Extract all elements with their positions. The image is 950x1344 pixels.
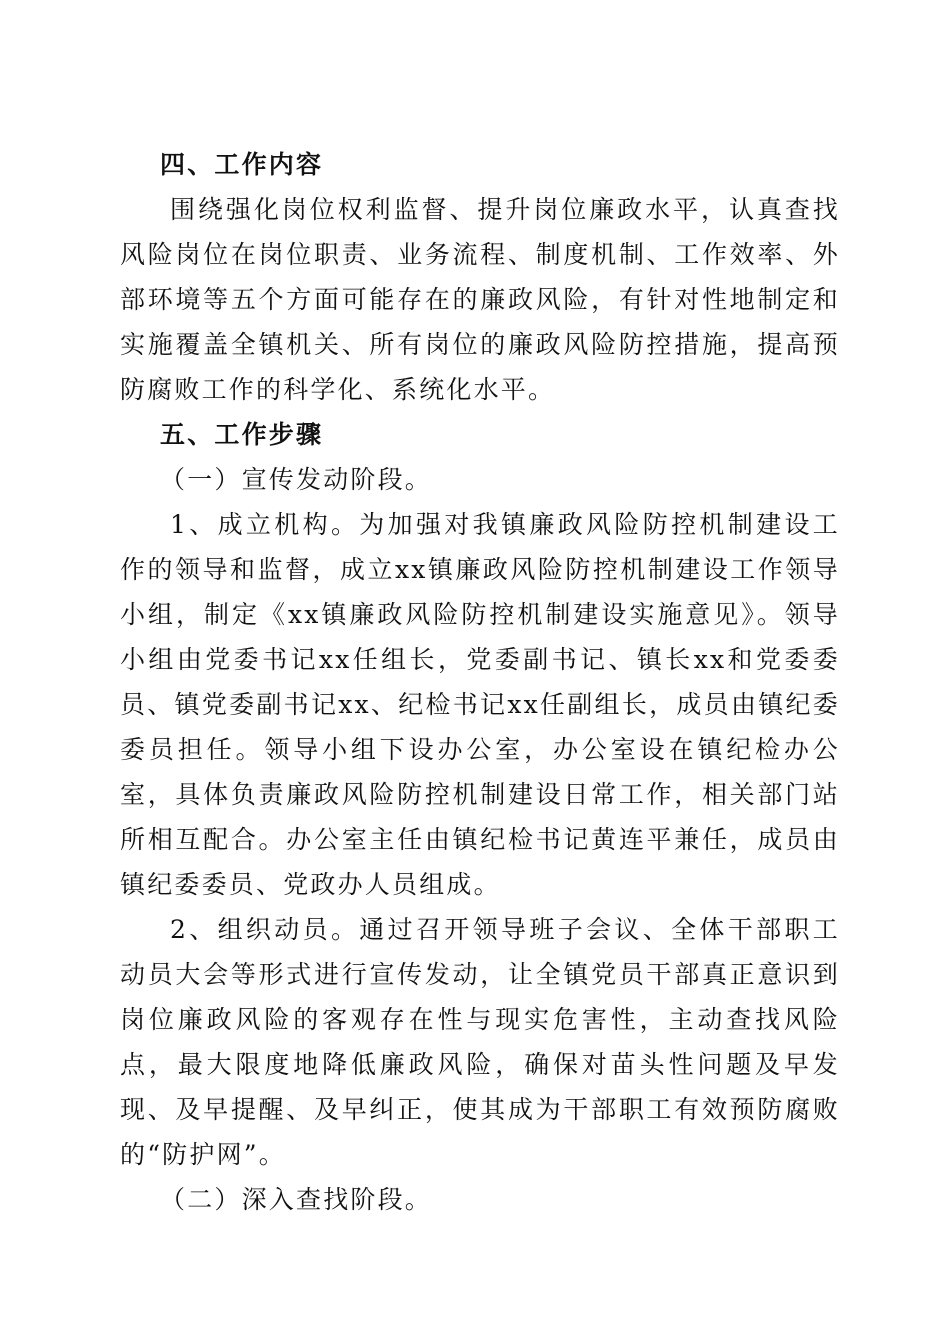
paragraph-mobilization: 2、组织动员。通过召开领导班子会议、全体干部职工动员大会等形式进行宣传发动，让全镇党员干部真正意识到岗位廉政风险的客观存在性与现实危害性，主动查找风险点，最大限度地降低廉政风险，确保对苗头性问题及早发现、及早提醒、及早纠正，使其成为干部职工有效预防腐败的“防护网”。 <box>120 915 840 1169</box>
section-heading-work-content: 四、工作内容 <box>160 150 324 179</box>
paragraph-work-content: 围绕强化岗位权利监督、提升岗位廉政水平，认真查找风险岗位在岗位职责、业务流程、制度机制、工作效率、外部环境等五个方面可能存在的廉政风险，有针对性地制定和实施覆盖全镇机关、所有岗位的廉政风险防控措施，提高预防腐败工作的科学化、系统化水平。 <box>120 195 840 404</box>
subheading-publicity-phase: （一）宣传发动阶段。 <box>160 465 433 494</box>
section-heading-work-steps: 五、工作步骤 <box>160 420 324 449</box>
subheading-investigation-phase: （二）深入查找阶段。 <box>160 1185 433 1214</box>
document-body <box>120 142 840 1222</box>
paragraph-establish-organization: 1、成立机构。为加强对我镇廉政风险防控机制建设工作的领导和监督，成立xx镇廉政风险防控机制建设工作领导小组，制定《xx镇廉政风险防控机制建设实施意见》。领导小组由党委书记xx任组长，党委副书记、镇长xx和党委委员、镇党委副书记xx、纪检书记xx任副组长，成员由镇纪委委员担任。领导小组下设办公室，办公室设在镇纪检办公室，具体负责廉政风险防控机制建设日常工作，相关部门站所相互配合。办公室主任由镇纪检书记黄连平兼任，成员由镇纪委委员、党政办人员组成。 <box>120 510 840 899</box>
